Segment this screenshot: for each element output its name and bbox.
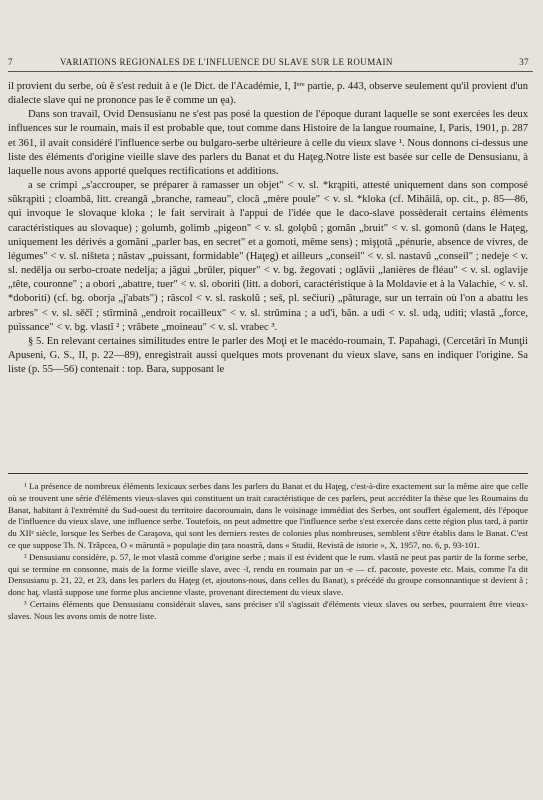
- footnote-3: ³ Certains éléments que Densusianu considérait slaves, sans préciser s'il s'agissait d'éléments vieux slaves ou serbes, pourraient être vieux-slaves. Nous les avons omis de notre liste.: [8, 598, 528, 621]
- running-title: VARIATIONS REGIONALES DE L'INFLUENCE DU SLAVE SUR LE ROUMAIN: [60, 57, 393, 67]
- footnotes: [8, 481, 528, 623]
- paragraph-word-list: a se crimpi „s'accrouper, se préparer à ramasser un objet" < v. sl. *krąpiti, attesté uniquement dans son composé sŭkrąpiti ; cloambă, litt. creangă „branche, rameau", clocă „mère poule" < v. sl. *kloka (cf. Mihăilă, op. cit., p. 85—86, qui invoque le slovaque kloka ; le fait servirait à l'appui de l'idée que le daco-slave possèderait certains éléments caractéristiques au slovaque) ; golumb, golimb „pigeon" < v. sl. golǫbŭ ; gomăn „bruit" < v. sl. gomonŭ (dans le Haţeg, uniquement les dérivés a gomăni „parler bas, en secret" et a gomoti, même sens) ; mişţotă „pénurie, absence de vivres, de légumes" < v. sl. ništeta ; năstav „puissant, formidable" (Haţeg) et ailleurs „conseil" < v. sl. nastavŭ „conseil" ; nedeje < v. sl. nedělja ou serbo-croate nedelja; a jăgui „brûler, piquer" < v. bg. žegovati ; oglăvii „lanières de fléau" < v. sl. oglavije „tête, couronne" ; a obori „abattre, tuer" < v. sl. oboriti (litt. a dobori, caractéristique à la Moldavie et à la Valachie, < v. sl. *doboriti) (cf. bg. oborja „j'abats") ; răscol < v. sl. raskolŭ ; seš, pl. sečiuri) „pâturage, sur un terrain où l'on a abattu les arbres" < v. sl. sěčĭ ; stîrmină „endroit rocailleux" < v. sl. strŭmina ; a ud'i, băn. a udi < v. sl. udą, uditi; vlastă „force, puissance" < v. bg. vlastĭ ² ; vrăbete „moineau" < v. sl. vrabec ³.: [8, 180, 528, 333]
- footnote-1: ¹ La présence de nombreux éléments lexicaux serbes dans les parlers du Banat et du Haţeg, c'est-à-dire exactement sur la même aire que celle où se trouvent une série d'éléments vieux-slaves qui constituent un trait caractéristique de ces parlers, peut accréditer la thèse que les Roumains du Banat, habitant à l'extrémité du Sud-ouest du territoire dacoroumain, dans le voisinage immédiat des Serbes, ont souffert également, dès l'époque de l'influence du vieux slave, une influence serbe. Toutefois, on peut admettre que l'influence serbe s'est exercée dans cette région plus tard, à partir du XIIᵉ siècle, lorsque les Serbes de Caraşova, qui sont les derniers restes de colonies plus nombreuses, semblent s'être établis dans le Banat. C'est ce que suppose Th. N. Trâpcea, O « măruntă » populaţie din țara noastră, dans « Studii, Revistă de istorie », X, 1957, no. 6, p. 93-101.: [8, 481, 528, 550]
- header-divider: [8, 71, 533, 72]
- paragraph-section-5: § 5. En relevant certaines similitudes entre le parler des Moţi et le macédo-roumain, T. Papahagi, (Cercetări în Munţii Apuseni, G. S., II, p. 22—89), enregistrait aussi quelques mots provenant du vieux slave, sans en indiquer l'origine. Sa liste (p. 55—56) contenait : top. Bara, supposant le: [8, 335, 528, 376]
- paragraph-continuation: il provient du serbe, où ĕ s'est reduit à e (le Dict. de l'Académie, I, Iᵉʳᵉ partie, p. 443, observe seulement qu'il provient d'un dialecte slave qui ne prononce pas le ě comme un ęa).: [8, 81, 528, 107]
- running-header: [8, 57, 529, 69]
- footnote-2: ² Densusianu considère, p. 57, le mot vlastă comme d'origine serbe ; mais il est évident que le rum. vlastă ne peut pas partir de la forme serbe, qui se termine en consonne, mais de la forme vieille slave, avec -ĭ, rendu en roumain par un -e — cf. pacoste, poveste etc. Mais, comme l'a dit Densusianu p. 21, 22, et 23, dans les parlers du Haţeg (et, ajoutons-nous, dans celles du Banat), s précédé du groupe consonnantique st devient ă ; donc haţ. vlastă suppose une forme plus ancienne vlaste, provenant directement du vieux slave.: [8, 551, 528, 598]
- paragraph-densusianu: Dans son travail, Ovid Densusianu ne s'est pas posé la question de l'époque durant laquelle se sont exercées les deux influences sur le roumain, mais il est probable que, tout comme dans Histoire de la langue roumaine, I, Paris, 1901, p. 287 et 361, il avait considéré l'influence serbe ou bulgaro-serbe ultérieure à celle du vieux slave ¹. Nous donnons ci-dessus une liste des éléments d'origine vieille slave des parlers du Banat et du Haţeg.Notre liste est basée sur celle de Densusianu, à laquelle nous avons apporté quelques rectifications et additions.: [8, 109, 528, 177]
- page-number: 37: [519, 57, 529, 67]
- footnote-divider: [8, 473, 528, 474]
- page-number-left: 7: [8, 57, 13, 67]
- main-text: [8, 80, 528, 377]
